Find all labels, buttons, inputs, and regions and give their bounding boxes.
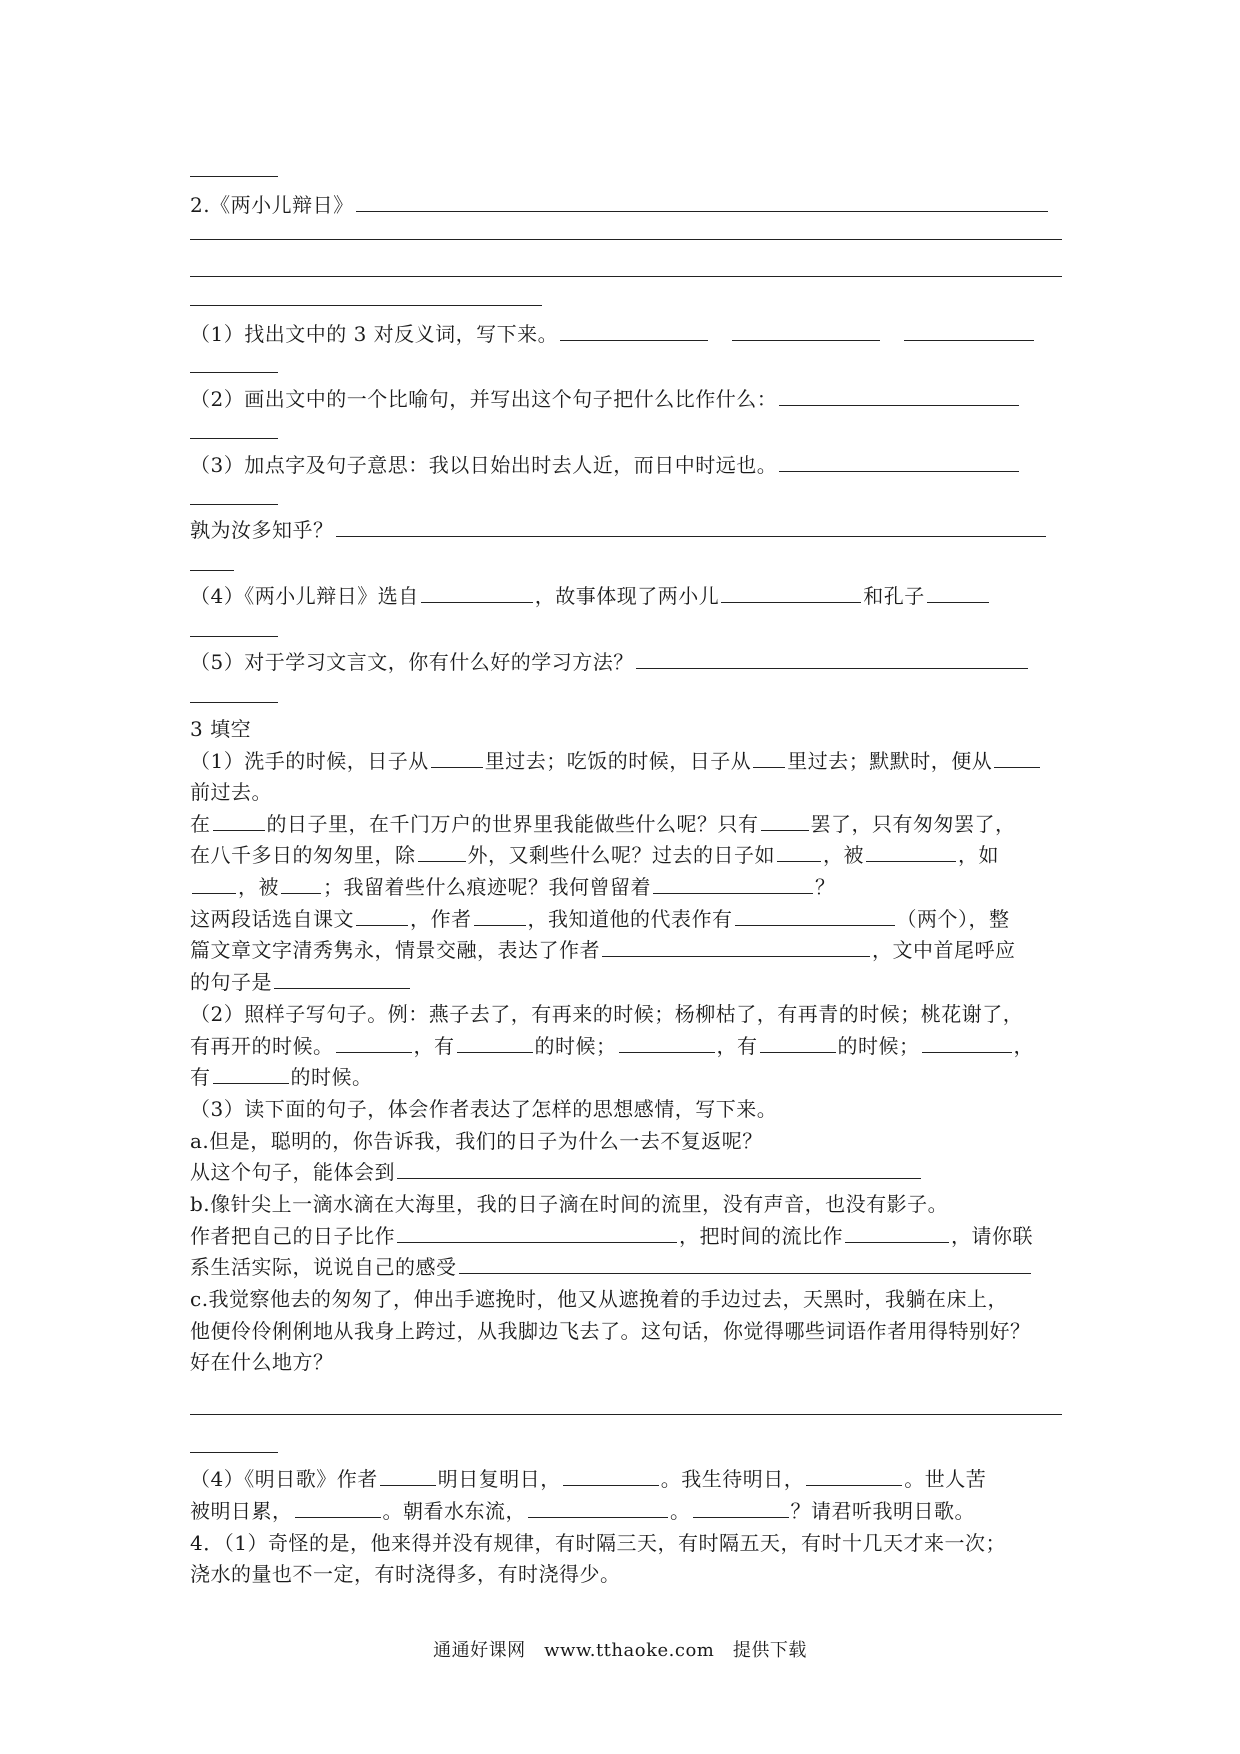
fill-in-line: 他便伶伶俐俐地从我身上跨过，从我脚边飞去了。这句话，你觉得哪些词语作者用得特别好？ xyxy=(190,1319,1031,1343)
fill-in-line: 篇文章文字清秀隽永，情景交融，表达了作者 ，文中首尾呼应 xyxy=(190,938,1016,962)
question-4: （4）《两小儿辩日》选自 ，故事体现了两小儿 和孔子 xyxy=(190,583,1062,609)
question-5: （5）对于学习文言文，你有什么好的学习方法？ xyxy=(190,649,1062,675)
answer-blank[interactable] xyxy=(281,875,321,894)
answer-blank[interactable] xyxy=(356,907,408,926)
fill-in-line: ，被 ；我留着些什么痕迹呢？我何曾留着 ？ xyxy=(190,874,1062,900)
answer-blank[interactable] xyxy=(380,1467,436,1486)
answer-blank[interactable] xyxy=(560,322,708,341)
fill-in-line: （3）读下面的句子，体会作者表达了怎样的思想感情，写下来。 xyxy=(190,1097,778,1121)
answer-blank[interactable] xyxy=(806,1467,902,1486)
fill-in-line: 浇水的量也不一定，有时浇得多，有时浇得少。 xyxy=(190,1562,621,1586)
answer-line xyxy=(190,239,1062,240)
answer-line xyxy=(190,1414,1062,1415)
answer-blank[interactable] xyxy=(922,1034,1012,1053)
answer-blank[interactable] xyxy=(636,650,1028,669)
answer-blank[interactable] xyxy=(528,1499,668,1518)
answer-blank[interactable] xyxy=(721,584,861,603)
fill-in-line: b.像针尖上一滴水滴在大海里，我的日子滴在时间的流里，没有声音，也没有影子。 xyxy=(190,1192,949,1216)
page-footer: 通通好课网 www.tthaoke.com 提供下载 xyxy=(433,1640,807,1661)
answer-blank[interactable] xyxy=(474,907,526,926)
answer-blank[interactable] xyxy=(431,749,483,768)
section-2-title: 2.《两小儿辩日》 xyxy=(190,192,1062,218)
answer-blank[interactable] xyxy=(418,843,466,862)
question-1: （1）找出文中的 3 对反义词，写下来。 xyxy=(190,321,1062,347)
answer-line xyxy=(190,702,278,703)
answer-blank[interactable] xyxy=(295,1499,381,1518)
question-3: （3）加点字及句子意思：我以日始出时去人近，而日中时远也。 xyxy=(190,452,1062,478)
answer-blank[interactable] xyxy=(457,1034,533,1053)
fill-in-line: （4）《明日歌》作者 明日复明日， 。我生待明日， 。世人苦 xyxy=(190,1467,987,1491)
fill-in-line: 好在什么地方？ xyxy=(190,1350,334,1374)
fill-in-line: 被明日累， 。朝看水东流， 。 ？请君听我明日歌。 xyxy=(190,1499,975,1523)
answer-blank[interactable] xyxy=(192,875,236,894)
fill-in-line: a.但是，聪明的，你告诉我，我们的日子为什么一去不复返呢？ xyxy=(190,1129,763,1153)
fill-in-line: 有再开的时候。 ，有 的时候； ，有 的时候； ， xyxy=(190,1034,1034,1058)
answer-blank[interactable] xyxy=(459,1255,1031,1274)
fill-in-line: 从这个句子，能体会到 xyxy=(190,1159,1062,1185)
answer-blank[interactable] xyxy=(336,1034,412,1053)
fill-in-line: 的句子是 xyxy=(190,969,1062,995)
answer-blank[interactable] xyxy=(927,584,989,603)
fill-in-line: 4．（1）奇怪的是，他来得并没有规律，有时隔三天，有时隔五天，有时十几天才来一次； xyxy=(190,1531,1006,1555)
fill-in-line: 作者把自己的日子比作 ，把时间的流比作 ，请你联 xyxy=(190,1224,1033,1248)
fill-in-line: 在 的日子里，在千门万户的世界里我能做些什么呢？只有 罢了，只有匆匆罢了， xyxy=(190,812,1016,836)
answer-line xyxy=(190,438,278,439)
answer-blank[interactable] xyxy=(213,812,265,831)
answer-line xyxy=(190,1452,278,1453)
fill-in-line: （2）照样子写句子。例：燕子去了，有再来的时候；杨柳枯了，有再青的时候；桃花谢了， xyxy=(190,1002,1024,1026)
fill-in-line: 系生活实际，说说自己的感受 xyxy=(190,1254,1062,1280)
answer-blank[interactable] xyxy=(693,1499,789,1518)
answer-blank[interactable] xyxy=(602,938,870,957)
answer-blank[interactable] xyxy=(779,387,1019,406)
answer-blank[interactable] xyxy=(336,518,1046,537)
question-3-part-2: 孰为汝多知乎？ xyxy=(190,517,1062,543)
answer-blank[interactable] xyxy=(397,1160,921,1179)
answer-blank[interactable] xyxy=(866,843,956,862)
answer-blank[interactable] xyxy=(777,843,821,862)
answer-blank[interactable] xyxy=(619,1034,715,1053)
answer-blank[interactable] xyxy=(397,1224,677,1243)
answer-blank[interactable] xyxy=(779,453,1019,472)
answer-line xyxy=(190,570,234,571)
answer-blank[interactable] xyxy=(735,907,895,926)
answer-blank[interactable] xyxy=(653,875,813,894)
fill-in-line: 在八千多日的匆匆里，除 外，又剩些什么呢？过去的日子如 ，被 ，如 xyxy=(190,843,999,867)
answer-line xyxy=(190,176,278,177)
question-2: （2）画出文中的一个比喻句，并写出这个句子把什么比作什么： xyxy=(190,386,1062,412)
answer-line xyxy=(190,276,1062,277)
answer-line xyxy=(190,636,278,637)
answer-line xyxy=(190,305,542,306)
fill-in-line: 有 的时候。 xyxy=(190,1065,373,1089)
answer-blank[interactable] xyxy=(213,1065,289,1084)
fill-in-line: （1）洗手的时候，日子从 里过去；吃饭的时候，日子从 里过去；默默时，便从 xyxy=(190,748,1062,774)
answer-blank[interactable] xyxy=(904,322,1034,341)
answer-blank[interactable] xyxy=(274,970,410,989)
answer-line xyxy=(190,372,278,373)
answer-blank[interactable] xyxy=(994,749,1040,768)
fill-in-line: 这两段话选自课文 ，作者 ，我知道他的代表作有 （两个），整 xyxy=(190,907,1010,931)
answer-blank[interactable] xyxy=(753,749,785,768)
answer-blank[interactable] xyxy=(732,322,880,341)
answer-blank[interactable] xyxy=(356,193,1048,212)
answer-blank[interactable] xyxy=(845,1224,949,1243)
answer-blank[interactable] xyxy=(563,1467,659,1486)
answer-line xyxy=(190,504,278,505)
answer-blank[interactable] xyxy=(760,1034,836,1053)
section-3-title: 3 填空 xyxy=(190,717,252,741)
fill-in-line: c.我觉察他去的匆匆了，伸出手遮挽时，他又从遮挽着的手边过去，天黑时，我躺在床上， xyxy=(190,1287,1009,1311)
answer-blank[interactable] xyxy=(761,812,809,831)
fill-in-line: 前过去。 xyxy=(190,780,272,804)
answer-blank[interactable] xyxy=(421,584,533,603)
